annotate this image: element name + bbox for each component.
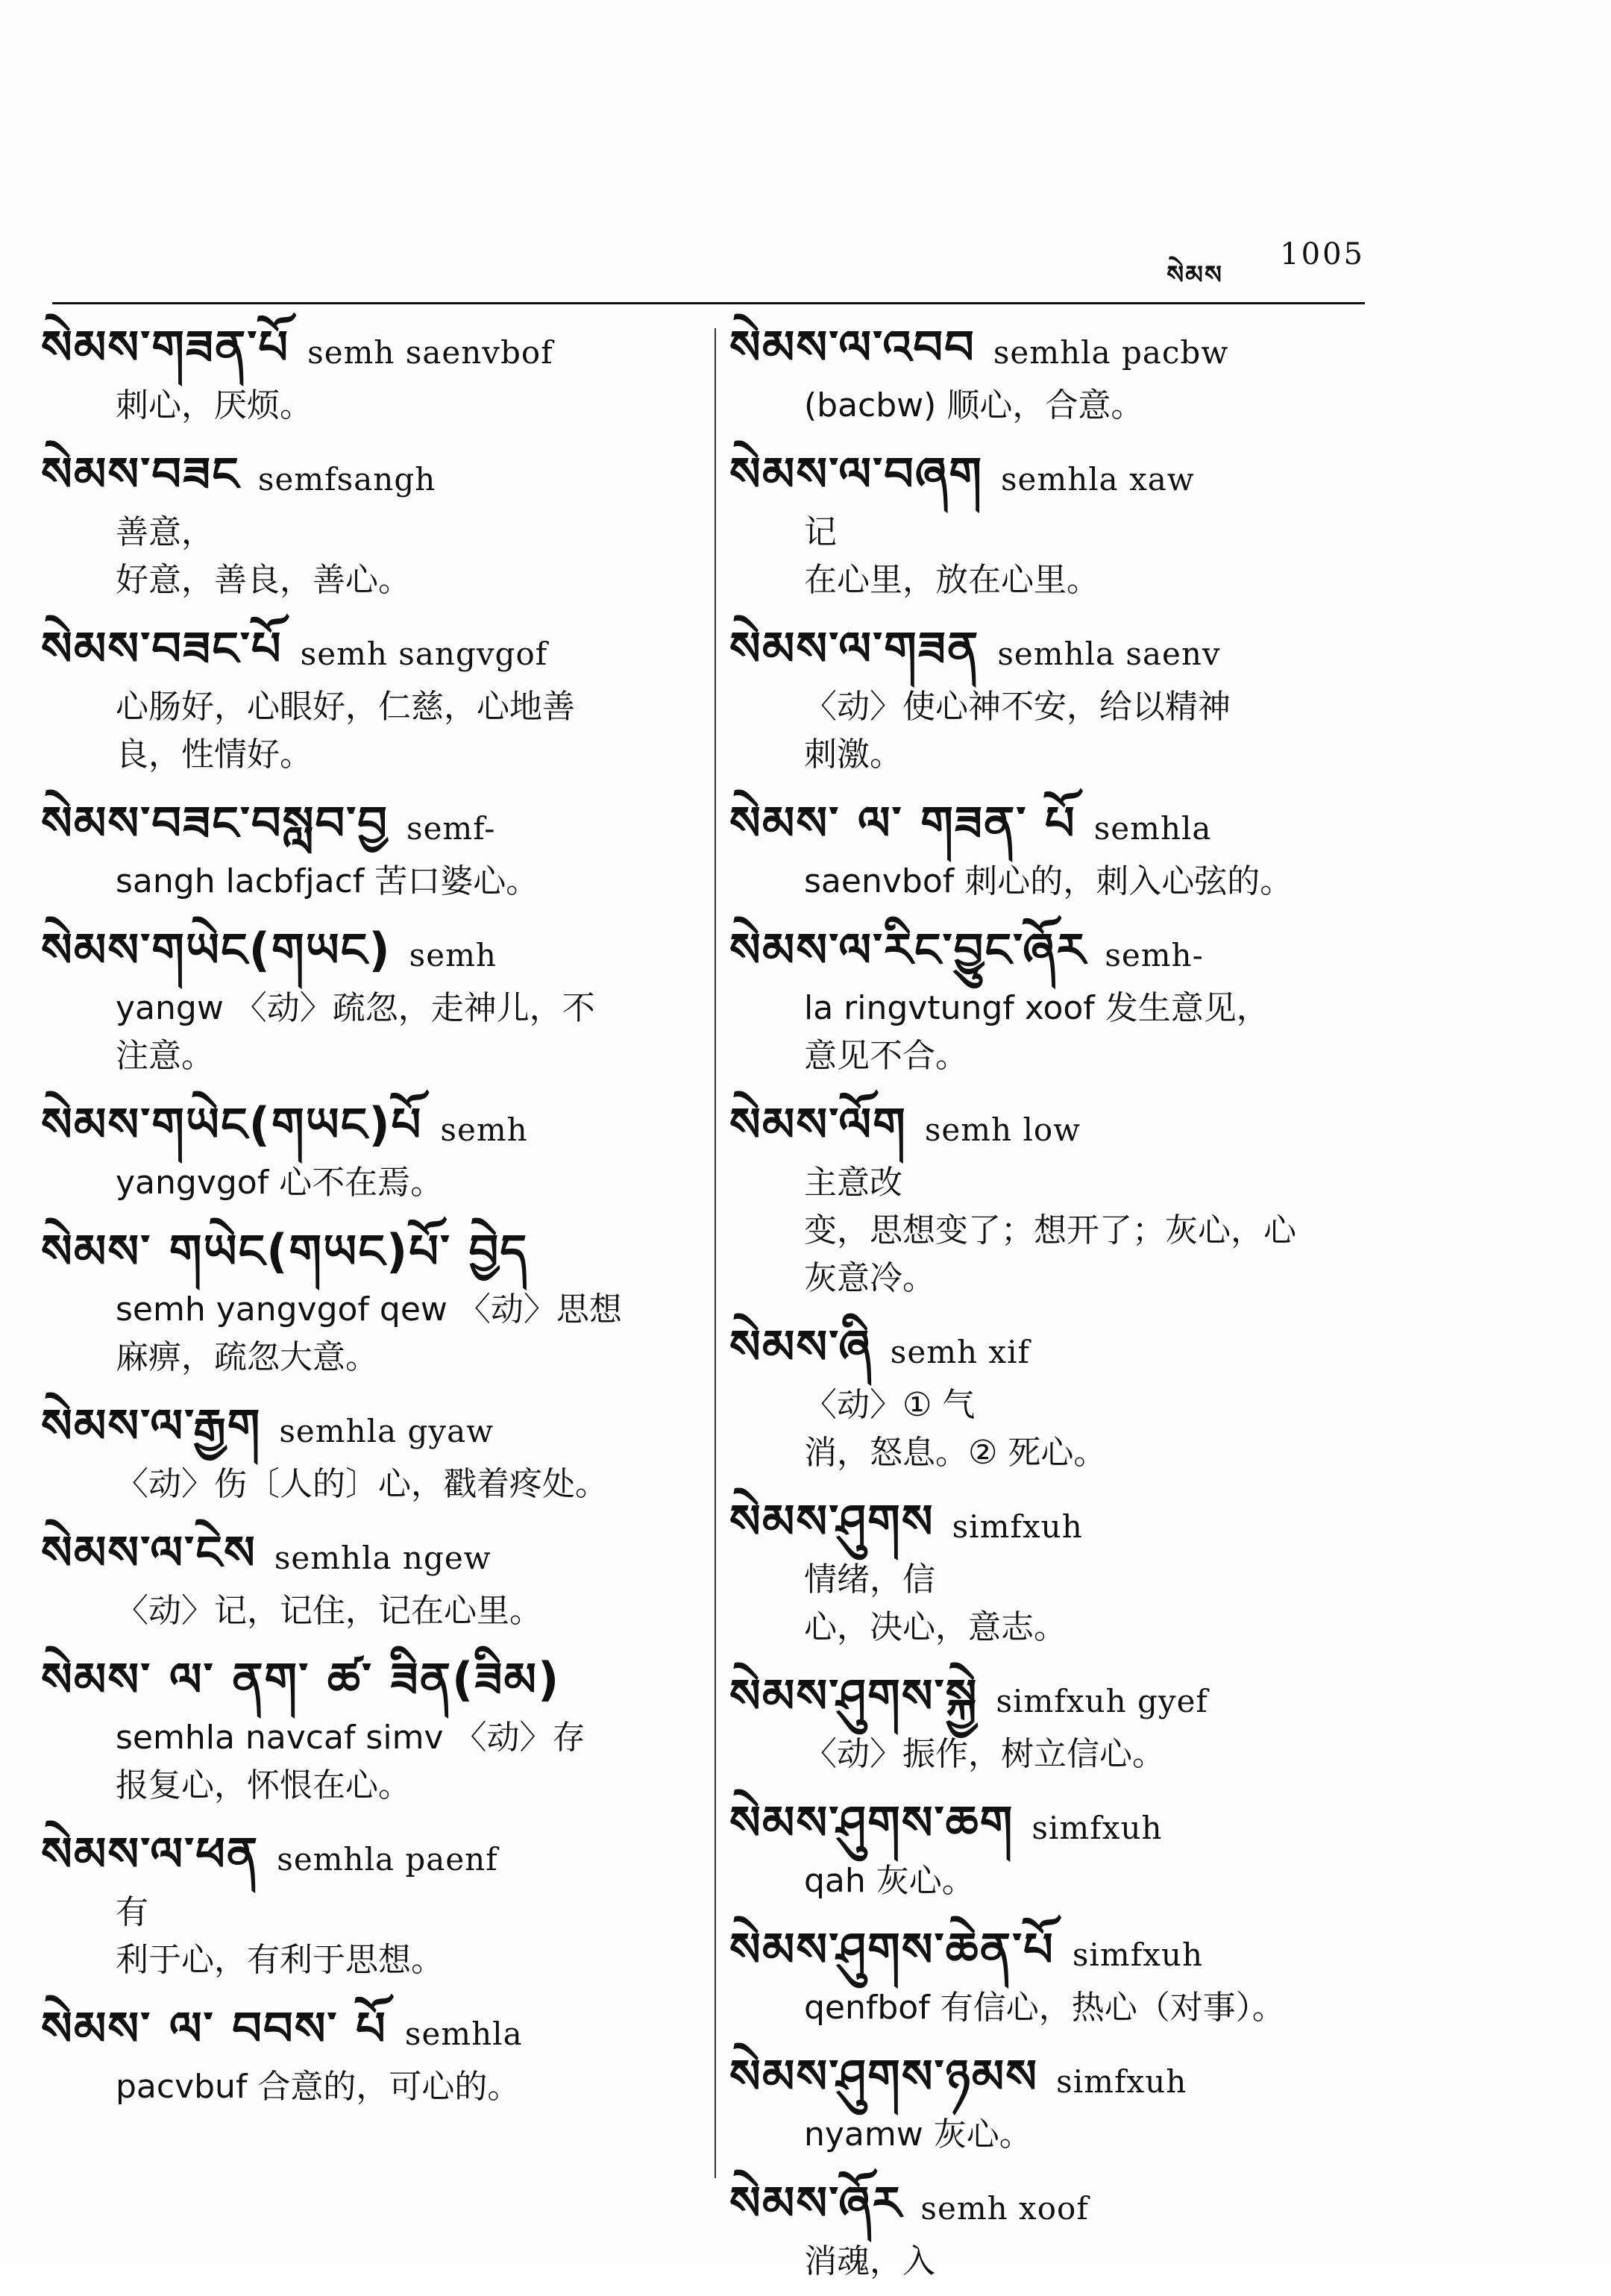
definition: (bacbw) 顺心，合意。: [804, 386, 1144, 424]
dictionary-entry: [729, 440, 1371, 604]
romanization: semh: [409, 937, 497, 973]
right-column: [729, 313, 1371, 2296]
dictionary-entry: [41, 1217, 697, 1381]
dictionary-entry: [41, 313, 697, 430]
tibetan-headword: སེམས་ ལ་ གཟན་ པོ: [729, 796, 1076, 850]
dictionary-entry: [41, 1519, 697, 1635]
dictionary-entry: [729, 2042, 1371, 2159]
romanization: semh xif: [890, 1334, 1031, 1370]
definition: yangw 〈动〉疏忽，走神儿，不 注意。: [116, 989, 595, 1075]
definition: qenfbof 有信心，热心（对事）。: [804, 1989, 1285, 2027]
tibetan-headword: སེམས་བཟང་པོ: [41, 621, 283, 676]
definition: pacvbuf 合意的，可心的。: [116, 2068, 521, 2106]
definition: saenvbof 刺心的，刺入心弦的。: [804, 862, 1293, 900]
dictionary-entry: [41, 1646, 697, 1810]
dictionary-entry: [729, 1313, 1371, 1477]
romanization: semh sangvgof: [300, 636, 548, 672]
dictionary-entry: [41, 1091, 697, 1207]
definition: 刺心，厌烦。: [116, 386, 313, 424]
tibetan-headword: སེམས་གཡེང(གཡང)པོ: [41, 1097, 423, 1152]
romanization: simfxuh gyef: [996, 1683, 1208, 1719]
dictionary-entry: [41, 615, 697, 779]
tibetan-headword: སེམས་ཞི: [729, 1320, 873, 1374]
page-number: 1005: [1280, 237, 1365, 272]
definition: 〈动〉使心神不安，给以精神 刺激。: [804, 688, 1231, 774]
definition: 有 利于心，有利于思想。: [116, 1893, 444, 1979]
romanization: semhla saenv: [997, 636, 1221, 672]
dictionary-entry: [729, 1487, 1371, 1652]
tibetan-headword: སེམས་ ལ་ བབས་ པོ: [41, 2001, 387, 2056]
tibetan-headword: སེམས་བཟང་བསླབ་བྱ: [41, 796, 389, 850]
dictionary-entry: [729, 1662, 1371, 1778]
tibetan-headword: སེམས་ཤུགས་ཉམས: [729, 2049, 1039, 2104]
definition: semh yangvgof qew 〈动〉思想 麻痹，疏忽大意。: [116, 1290, 622, 1376]
dictionary-entry: [41, 789, 697, 906]
romanization: semhla pacbw: [993, 334, 1229, 371]
tibetan-headword: སེམས་ལ་ཕན: [41, 1827, 260, 1881]
dictionary-entry: [729, 789, 1371, 906]
dictionary-entry: [729, 313, 1371, 430]
page-header: [52, 237, 1365, 289]
romanization: semhla ngew: [274, 1540, 492, 1576]
romanization: semhla xaw: [1000, 461, 1195, 498]
dictionary-entry: [729, 916, 1371, 1080]
left-column: [41, 313, 697, 2121]
romanization: simfxuh: [1072, 1936, 1204, 1973]
romanization: semh xoof: [920, 2190, 1089, 2227]
dictionary-entry: [729, 615, 1371, 779]
tibetan-headword: སེམས་ལ་རྒྱག: [41, 1399, 262, 1453]
definition: sangh lacbfjacf 苦口婆心。: [116, 862, 539, 900]
definition: qah 灰心。: [804, 1862, 975, 1900]
romanization: semhla paenf: [277, 1841, 498, 1878]
definition: 情绪，信 心，决心，意志。: [804, 1561, 1067, 1646]
definition: 主意改 变，思想变了；想开了；灰心，心 灰意冷。: [804, 1164, 1296, 1297]
running-head: སེམས: [1166, 260, 1223, 290]
romanization: semfsangh: [257, 461, 436, 498]
tibetan-headword: སེམས་ལ་གཟན: [729, 621, 980, 676]
romanization: semhla: [1093, 810, 1212, 847]
tibetan-headword: སེམས་བཟང: [41, 447, 240, 501]
romanization: semh-: [1105, 937, 1204, 973]
tibetan-headword: སེམས་གཟན་པོ: [41, 320, 290, 374]
definition: 心肠好，心眼好，仁慈，心地善 良，性情好。: [116, 688, 575, 774]
tibetan-headword: སེམས་ཤུགས་ཆེན་པོ: [729, 1922, 1055, 1977]
romanization: simfxuh: [1056, 2063, 1187, 2100]
tibetan-headword: སེམས་ཤུགས: [729, 1494, 935, 1549]
definition: 〈动〉① 气 消，怒息。② 死心。: [804, 1386, 1107, 1472]
dictionary-entry: [729, 1916, 1371, 2032]
definition: 〈动〉振作，树立信心。: [804, 1735, 1165, 1773]
romanization: semh saenvbof: [307, 334, 553, 371]
definition: 消魂，入: [804, 2242, 935, 2280]
definition: semhla navcaf simv 〈动〉存 报复心，怀恨在心。: [116, 1719, 585, 1804]
romanization: simfxuh: [1031, 1810, 1163, 1846]
dictionary-entry: [41, 1995, 697, 2111]
tibetan-headword: སེམས་ལ་རིང་བྱུང་ཞོར: [729, 923, 1087, 977]
definition: nyamw 灰心。: [804, 2115, 1032, 2154]
tibetan-headword: སེམས་ཤུགས་ཆག: [729, 1795, 1014, 1850]
header-rule: [52, 302, 1365, 304]
dictionary-entry: [41, 440, 697, 604]
definition: 记 在心里，放在心里。: [804, 513, 1099, 599]
tibetan-headword: སེམས་ལ་ངེས: [41, 1525, 257, 1580]
dictionary-entry: [729, 2169, 1371, 2286]
dictionary-entry: [41, 1392, 697, 1508]
definition: yangvgof 心不在焉。: [116, 1164, 444, 1202]
definition: 〈动〉记，记住，记在心里。: [116, 1592, 542, 1630]
tibetan-headword: སེམས་ལ་བཞག: [729, 447, 983, 501]
tibetan-headword: སེམས་ ལ་ ནག་ ཚ་ ཟིན(ཟིམ): [41, 1652, 561, 1707]
definition: la ringvtungf xoof 发生意见， 意见不合。: [804, 989, 1269, 1075]
romanization: semh low: [924, 1111, 1081, 1148]
tibetan-headword: སེམས་ཞོར: [729, 2176, 903, 2230]
romanization: semf-: [406, 810, 496, 847]
tibetan-headword: སེམས་ གཡེང(གཡང)པོ་ བྱེད: [41, 1224, 529, 1279]
dictionary-entry: [41, 1820, 697, 1984]
tibetan-headword: སེམས་ཤུགས་སྐྱེ: [729, 1669, 979, 1723]
dictionary-entry: [729, 1789, 1371, 1905]
dictionary-entry: [41, 916, 697, 1080]
tibetan-headword: སེམས་གཡེང(གཡང): [41, 923, 392, 977]
dictionary-entry: [729, 1091, 1371, 1302]
romanization: semhla gyaw: [279, 1413, 494, 1449]
tibetan-headword: སེམས་ལོག: [729, 1097, 907, 1152]
definition: 善意， 好意，善良，善心。: [116, 513, 411, 599]
romanization: semhla: [404, 2016, 523, 2052]
definition: 〈动〉伤〔人的〕心，戳着疼处。: [116, 1465, 608, 1503]
tibetan-headword: སེམས་ལ་འབབ: [729, 320, 976, 374]
romanization: semh: [440, 1111, 528, 1148]
romanization: simfxuh: [952, 1508, 1083, 1545]
column-divider: [715, 328, 716, 2178]
